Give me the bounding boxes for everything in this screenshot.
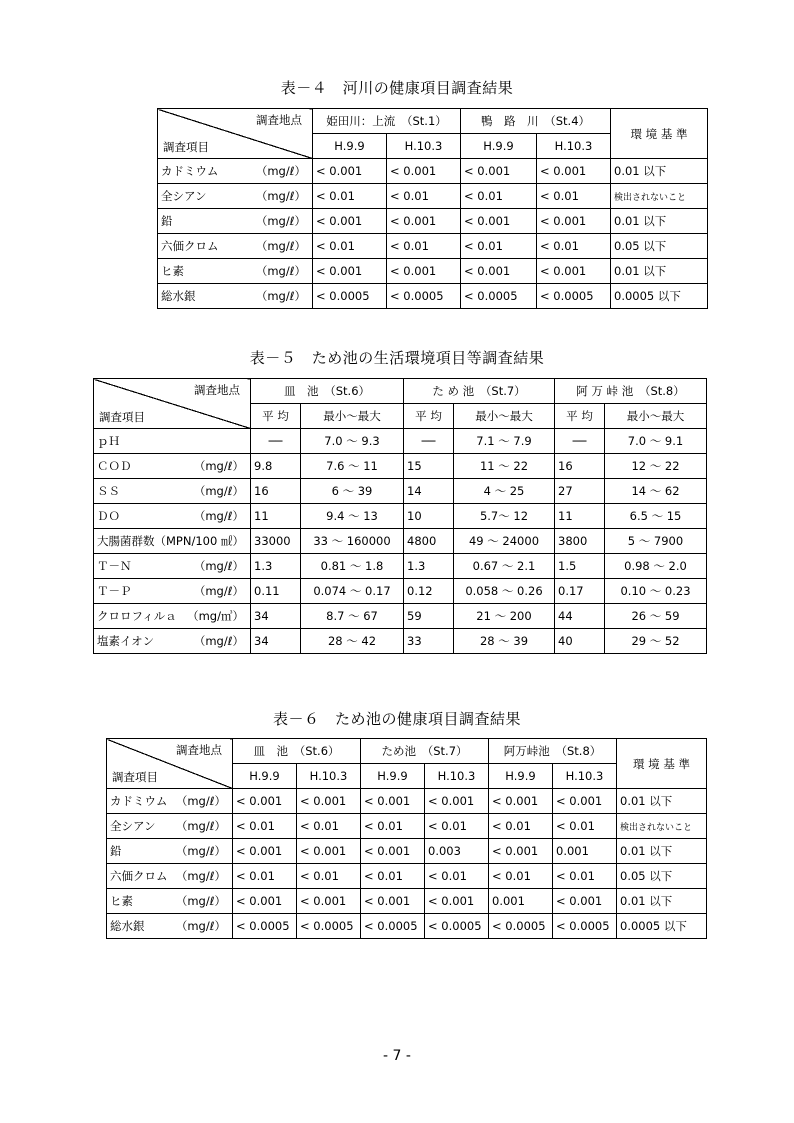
item-cell: [94, 454, 251, 479]
item-cell: [158, 184, 313, 209]
item-cell: [107, 864, 233, 889]
value-cell: ──: [251, 429, 301, 454]
page-number: - 7 -: [383, 1048, 411, 1064]
standard-cell: 0.01 以下: [611, 209, 708, 234]
item-name: ヒ素: [110, 894, 133, 908]
station-header: 阿 万 峠 池 （St.8）: [555, 379, 707, 404]
date-header: H.10.3: [537, 134, 611, 159]
item-cell: [107, 789, 233, 814]
item-name: ＤＯ: [97, 509, 120, 523]
table4-body: [158, 159, 708, 309]
station-header: 姫田川：上流 （St.1）: [313, 109, 461, 134]
item-cell: [158, 209, 313, 234]
item-cell: [107, 889, 233, 914]
value-cell: < 0.001: [297, 789, 361, 814]
value-cell: 49 ～ 24000: [454, 529, 555, 554]
value-cell: < 0.01: [553, 814, 617, 839]
value-cell: < 0.001: [461, 209, 537, 234]
item-cell: [158, 234, 313, 259]
item-name: クロロフィルａ: [97, 609, 177, 623]
item-unit: （mg/㎥）: [187, 609, 244, 623]
table-row: [158, 234, 708, 259]
table-row: [94, 579, 707, 604]
value-cell: < 0.0005: [489, 914, 553, 939]
item-unit: （mg/ℓ）: [255, 264, 306, 278]
corner-top-label: 調査地点: [176, 743, 222, 757]
table-row: [94, 454, 707, 479]
item-cell: [94, 629, 251, 654]
standard-cell: 0.05 以下: [617, 864, 707, 889]
value-cell: 1.3: [251, 554, 301, 579]
date-header: H.9.9: [233, 764, 297, 789]
item-name: Ｔ－Ｎ: [97, 559, 132, 573]
item-cell: [94, 429, 251, 454]
item-name: 六価クロム: [110, 869, 168, 883]
value-cell: 29 ～ 52: [605, 629, 707, 654]
table-row: [94, 529, 707, 554]
corner-cell: [158, 109, 313, 159]
item-cell: [94, 554, 251, 579]
date-header: H.9.9: [489, 764, 553, 789]
table-row: [94, 604, 707, 629]
table-row: [94, 429, 707, 454]
table4: [157, 108, 708, 309]
item-cell: [158, 259, 313, 284]
item-name: Ｔ－Ｐ: [97, 584, 132, 598]
table-row: [94, 479, 707, 504]
standard-cell: 0.01 以下: [611, 159, 708, 184]
value-cell: < 0.01: [361, 814, 425, 839]
standard-cell: 検出されないこと: [611, 184, 708, 209]
value-cell: 26 ～ 59: [605, 604, 707, 629]
value-cell: < 0.001: [387, 259, 461, 284]
standard-cell: 0.01 以下: [617, 839, 707, 864]
station-header: 鴨 路 川 （St.4）: [461, 109, 611, 134]
value-cell: < 0.01: [297, 864, 361, 889]
value-cell: 0.058 ～ 0.26: [454, 579, 555, 604]
table4-title: 表－４ 河川の健康項目調査結果: [280, 79, 514, 97]
value-cell: < 0.0005: [387, 284, 461, 309]
value-cell: 7.1 ～ 7.9: [454, 429, 555, 454]
value-cell: < 0.001: [387, 159, 461, 184]
item-cell: [94, 529, 251, 554]
value-cell: < 0.001: [461, 159, 537, 184]
value-cell: < 0.0005: [297, 914, 361, 939]
table5-title: 表－５ ため池の生活環境項目等調査結果: [249, 349, 545, 367]
standard-cell: 0.0005 以下: [617, 914, 707, 939]
item-cell: [94, 604, 251, 629]
item-unit: （mg/ℓ）: [193, 634, 244, 648]
item-name: 鉛: [110, 844, 122, 858]
value-cell: < 0.001: [233, 789, 297, 814]
item-unit: （mg/ℓ）: [255, 239, 306, 253]
item-cell: [158, 159, 313, 184]
value-cell: < 0.0005: [425, 914, 489, 939]
value-cell: < 0.0005: [461, 284, 537, 309]
item-cell: [94, 479, 251, 504]
table-row: [107, 864, 707, 889]
subheader-range: 最小～最大: [605, 404, 707, 429]
value-cell: < 0.01: [537, 184, 611, 209]
value-cell: < 0.001: [489, 839, 553, 864]
date-header: H.9.9: [313, 134, 387, 159]
value-cell: 9.8: [251, 454, 301, 479]
value-cell: < 0.001: [233, 889, 297, 914]
item-name: 総水銀: [110, 919, 145, 933]
item-cell: [94, 504, 251, 529]
item-unit: （mg/ℓ）: [255, 189, 306, 203]
value-cell: < 0.01: [553, 864, 617, 889]
station-header: た め 池 （St.7）: [404, 379, 555, 404]
value-cell: < 0.001: [553, 889, 617, 914]
value-cell: 15: [404, 454, 454, 479]
corner-bottom-label: 調査項目: [163, 140, 209, 154]
value-cell: 16: [251, 479, 301, 504]
value-cell: 3800: [555, 529, 605, 554]
standard-header: 環 境 基 準: [617, 739, 707, 789]
value-cell: 0.074 ～ 0.17: [301, 579, 404, 604]
table-row: [107, 839, 707, 864]
value-cell: 40: [555, 629, 605, 654]
table-row: [94, 629, 707, 654]
item-unit: （mg/ℓ）: [175, 869, 226, 883]
value-cell: < 0.01: [313, 234, 387, 259]
standard-cell: 0.05 以下: [611, 234, 708, 259]
table-row: [94, 504, 707, 529]
value-cell: < 0.001: [313, 259, 387, 284]
corner-top-label: 調査地点: [194, 383, 240, 397]
item-unit: （mg/ℓ）: [193, 459, 244, 473]
subheader-range: 最小～最大: [454, 404, 555, 429]
standard-header: 環 境 基 準: [611, 109, 708, 159]
value-cell: < 0.001: [297, 839, 361, 864]
value-cell: 33 ～ 160000: [301, 529, 404, 554]
value-cell: < 0.01: [361, 864, 425, 889]
value-cell: 14 ～ 62: [605, 479, 707, 504]
item-name: 鉛: [161, 214, 173, 228]
value-cell: 0.98 ～ 2.0: [605, 554, 707, 579]
table6: [106, 738, 707, 939]
value-cell: 5.7～ 12: [454, 504, 555, 529]
value-cell: ──: [404, 429, 454, 454]
value-cell: < 0.01: [425, 864, 489, 889]
value-cell: 0.11: [251, 579, 301, 604]
value-cell: ──: [555, 429, 605, 454]
value-cell: < 0.001: [361, 839, 425, 864]
value-cell: 11: [555, 504, 605, 529]
value-cell: 9.4 ～ 13: [301, 504, 404, 529]
station-header: 阿万峠池 （St.8）: [489, 739, 617, 764]
item-unit: （mg/ℓ）: [193, 484, 244, 498]
standard-cell: 0.01 以下: [617, 789, 707, 814]
corner-top-label: 調査地点: [256, 113, 302, 127]
value-cell: 0.17: [555, 579, 605, 604]
item-unit: （mg/ℓ）: [193, 509, 244, 523]
item-name: 大腸菌群数（MPN/100 ㎖）: [97, 534, 244, 548]
value-cell: 28 ～ 42: [301, 629, 404, 654]
subheader-range: 最小～最大: [301, 404, 404, 429]
value-cell: < 0.01: [537, 234, 611, 259]
value-cell: < 0.0005: [553, 914, 617, 939]
date-header: H.9.9: [461, 134, 537, 159]
table-row: [158, 184, 708, 209]
value-cell: 10: [404, 504, 454, 529]
date-header: H.9.9: [361, 764, 425, 789]
value-cell: 11 ～ 22: [454, 454, 555, 479]
value-cell: 33000: [251, 529, 301, 554]
value-cell: < 0.001: [489, 789, 553, 814]
item-unit: （mg/ℓ）: [175, 794, 226, 808]
table-row: [94, 554, 707, 579]
value-cell: 7.0 ～ 9.3: [301, 429, 404, 454]
value-cell: < 0.01: [461, 184, 537, 209]
value-cell: < 0.01: [489, 814, 553, 839]
value-cell: 0.003: [425, 839, 489, 864]
corner-bottom-label: 調査項目: [99, 410, 145, 424]
table-row: [107, 789, 707, 814]
value-cell: 8.7 ～ 67: [301, 604, 404, 629]
subheader-average: 平 均: [404, 404, 454, 429]
table-row: [158, 209, 708, 234]
table6-body: [107, 789, 707, 939]
date-header: H.10.3: [553, 764, 617, 789]
corner-bottom-label: 調査項目: [112, 770, 158, 784]
table5: [93, 378, 707, 654]
station-header: 皿 池 （St.6）: [233, 739, 361, 764]
value-cell: < 0.001: [553, 789, 617, 814]
value-cell: < 0.001: [425, 789, 489, 814]
date-header: H.10.3: [297, 764, 361, 789]
value-cell: < 0.001: [361, 789, 425, 814]
table6-title: 表－６ ため池の健康項目調査結果: [272, 710, 521, 728]
station-header: ため池 （St.7）: [361, 739, 489, 764]
table-row: [107, 814, 707, 839]
subheader-average: 平 均: [251, 404, 301, 429]
value-cell: < 0.0005: [361, 914, 425, 939]
value-cell: < 0.001: [537, 209, 611, 234]
value-cell: 27: [555, 479, 605, 504]
value-cell: < 0.001: [297, 889, 361, 914]
standard-cell: 0.01 以下: [617, 889, 707, 914]
item-unit: （mg/ℓ）: [193, 584, 244, 598]
value-cell: 0.81 ～ 1.8: [301, 554, 404, 579]
value-cell: < 0.001: [537, 159, 611, 184]
value-cell: < 0.01: [461, 234, 537, 259]
value-cell: < 0.001: [313, 159, 387, 184]
subheader-average: 平 均: [555, 404, 605, 429]
item-name: 六価クロム: [161, 239, 219, 253]
value-cell: 14: [404, 479, 454, 504]
item-unit: （mg/ℓ）: [175, 819, 226, 833]
value-cell: < 0.001: [537, 259, 611, 284]
value-cell: < 0.001: [233, 839, 297, 864]
table5-body: [94, 429, 707, 654]
value-cell: 0.10 ～ 0.23: [605, 579, 707, 604]
value-cell: 34: [251, 604, 301, 629]
table-row: [107, 889, 707, 914]
item-cell: [107, 839, 233, 864]
value-cell: < 0.001: [361, 889, 425, 914]
value-cell: 7.6 ～ 11: [301, 454, 404, 479]
corner-cell: [94, 379, 251, 429]
corner-cell: [107, 739, 233, 789]
value-cell: < 0.01: [387, 184, 461, 209]
item-name: ＣＯＤ: [97, 459, 132, 473]
value-cell: 1.5: [555, 554, 605, 579]
date-header: H.10.3: [425, 764, 489, 789]
item-unit: （mg/ℓ）: [175, 919, 226, 933]
value-cell: < 0.01: [313, 184, 387, 209]
value-cell: 16: [555, 454, 605, 479]
value-cell: 0.001: [553, 839, 617, 864]
value-cell: 4800: [404, 529, 454, 554]
item-unit: （mg/ℓ）: [255, 214, 306, 228]
standard-cell: 検出されないこと: [617, 814, 707, 839]
value-cell: 6.5 ～ 15: [605, 504, 707, 529]
item-name: 総水銀: [161, 289, 196, 303]
value-cell: 21 ～ 200: [454, 604, 555, 629]
value-cell: < 0.01: [387, 234, 461, 259]
value-cell: < 0.0005: [233, 914, 297, 939]
value-cell: < 0.001: [387, 209, 461, 234]
value-cell: 59: [404, 604, 454, 629]
item-name: 塩素イオン: [97, 634, 155, 648]
table-row: [158, 284, 708, 309]
station-header: 皿 池 （St.6）: [251, 379, 404, 404]
table-row: [158, 159, 708, 184]
value-cell: 6 ～ 39: [301, 479, 404, 504]
value-cell: 4 ～ 25: [454, 479, 555, 504]
value-cell: < 0.0005: [537, 284, 611, 309]
table-row: [107, 914, 707, 939]
value-cell: 0.67 ～ 2.1: [454, 554, 555, 579]
item-name: ＳＳ: [97, 484, 120, 498]
item-unit: （mg/ℓ）: [255, 164, 306, 178]
item-cell: [107, 814, 233, 839]
item-unit: （mg/ℓ）: [175, 894, 226, 908]
value-cell: < 0.001: [425, 889, 489, 914]
item-unit: （mg/ℓ）: [193, 559, 244, 573]
value-cell: 7.0 ～ 9.1: [605, 429, 707, 454]
value-cell: < 0.01: [489, 864, 553, 889]
value-cell: 11: [251, 504, 301, 529]
item-cell: [158, 284, 313, 309]
value-cell: 0.12: [404, 579, 454, 604]
item-name: ｐＨ: [97, 434, 120, 448]
value-cell: < 0.001: [461, 259, 537, 284]
value-cell: 34: [251, 629, 301, 654]
standard-cell: 0.0005 以下: [611, 284, 708, 309]
value-cell: 0.001: [489, 889, 553, 914]
value-cell: < 0.01: [233, 864, 297, 889]
item-cell: [107, 914, 233, 939]
value-cell: 28 ～ 39: [454, 629, 555, 654]
value-cell: 5 ～ 7900: [605, 529, 707, 554]
value-cell: < 0.01: [233, 814, 297, 839]
value-cell: < 0.01: [425, 814, 489, 839]
table-row: [158, 259, 708, 284]
item-unit: （mg/ℓ）: [175, 844, 226, 858]
item-name: 全シアン: [110, 819, 156, 833]
item-name: カドミウム: [161, 164, 219, 178]
value-cell: 44: [555, 604, 605, 629]
value-cell: < 0.01: [297, 814, 361, 839]
value-cell: < 0.0005: [313, 284, 387, 309]
value-cell: 1.3: [404, 554, 454, 579]
date-header: H.10.3: [387, 134, 461, 159]
item-name: 全シアン: [161, 189, 207, 203]
item-name: カドミウム: [110, 794, 168, 808]
item-name: ヒ素: [161, 264, 184, 278]
item-cell: [94, 579, 251, 604]
item-unit: （mg/ℓ）: [255, 289, 306, 303]
value-cell: 12 ～ 22: [605, 454, 707, 479]
standard-cell: 0.01 以下: [611, 259, 708, 284]
value-cell: 33: [404, 629, 454, 654]
value-cell: < 0.001: [313, 209, 387, 234]
